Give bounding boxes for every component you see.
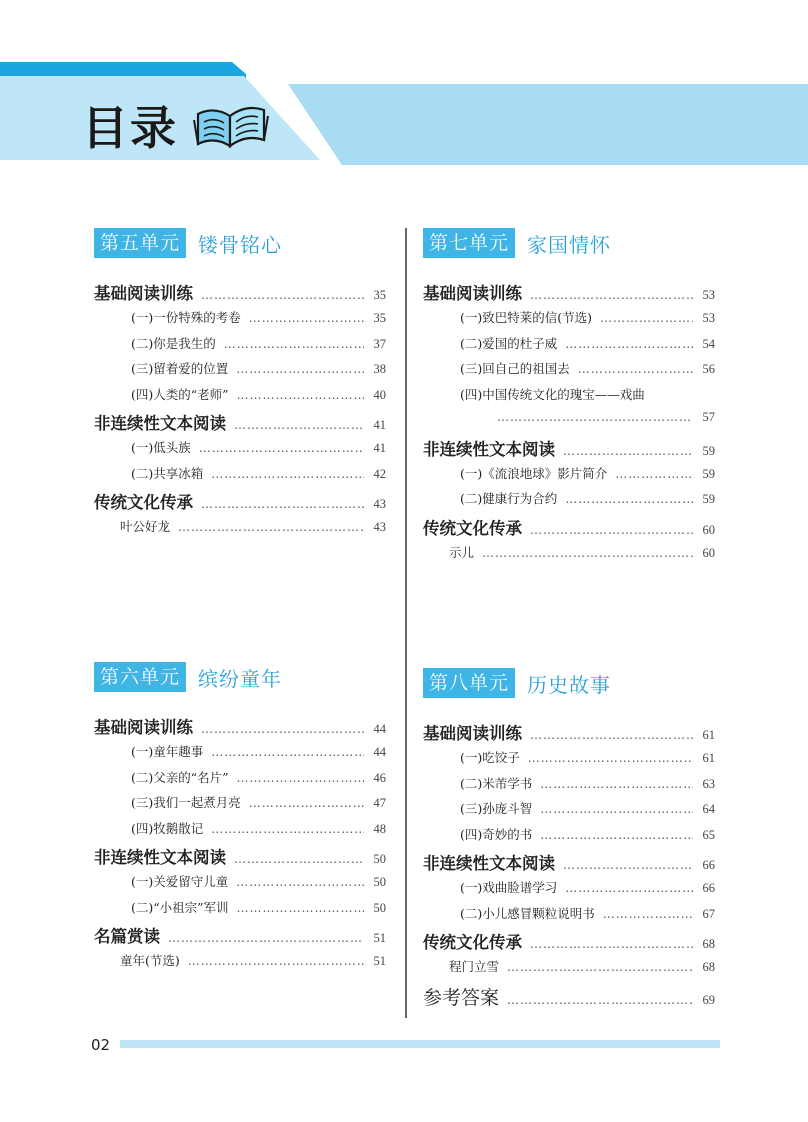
toc-entry-title: 叶公好龙	[120, 519, 171, 534]
unit-title: 历史故事	[527, 672, 612, 697]
dot-leader	[236, 362, 364, 376]
toc-entry-title: (一)吃饺子	[460, 750, 520, 765]
toc-list	[94, 714, 386, 977]
dot-leader	[237, 901, 364, 915]
column-divider	[405, 228, 407, 1018]
toc-section-entry[interactable]	[94, 844, 386, 872]
dot-leader	[168, 931, 364, 945]
toc-entry[interactable]	[423, 385, 715, 411]
toc-entry-title: (三)我们一起煮月亮	[131, 795, 241, 810]
toc-entry-title: (二)小儿感冒颗粒说明书	[460, 905, 595, 921]
toc-entry[interactable]	[94, 819, 386, 845]
dot-leader	[224, 337, 364, 351]
unit-title: 镂骨铭心	[198, 232, 283, 257]
unit-badge: 第八单元	[423, 668, 515, 698]
dot-leader	[600, 311, 693, 325]
toc-page-number: 44	[373, 722, 386, 736]
toc-entry[interactable]	[94, 742, 386, 768]
toc-entry-title: 基础阅读训练	[423, 284, 522, 303]
toc-entry[interactable]	[423, 308, 715, 334]
toc-page-number: 56	[702, 362, 715, 376]
toc-entry-title: 非连续性文本阅读	[423, 854, 555, 873]
dot-leader	[199, 441, 364, 455]
dot-leader	[563, 858, 693, 872]
toc-list	[423, 280, 715, 568]
toc-page-number: 37	[373, 336, 386, 351]
dot-leader	[249, 311, 364, 325]
unit-5	[94, 228, 386, 543]
toc-page-number: 46	[373, 770, 386, 785]
toc-entry-title: 基础阅读训练	[94, 284, 193, 303]
toc-page-number: 59	[702, 492, 715, 506]
toc-entry-title: 传统文化传承	[423, 518, 522, 538]
toc-page-number: 57	[702, 410, 715, 424]
toc-entry-title: 童年(节选)	[120, 953, 180, 968]
dot-leader	[615, 467, 693, 481]
toc-entry-title: 程门立雪	[449, 959, 500, 974]
dot-leader	[201, 497, 364, 511]
dot-leader	[236, 875, 364, 889]
header-accent-strip	[0, 62, 246, 78]
dot-leader	[530, 523, 693, 537]
toc-entry-title: (一)《流浪地球》影片简介	[460, 465, 608, 481]
toc-page-number: 50	[373, 875, 386, 889]
toc-page-number: 38	[373, 362, 386, 376]
toc-list	[94, 280, 386, 543]
toc-section-entry[interactable]	[423, 720, 715, 748]
dot-leader	[540, 802, 693, 816]
toc-entry-title: (一)戏曲脸谱学习	[460, 880, 558, 895]
toc-entry-title: 传统文化传承	[423, 933, 522, 952]
toc-page-number: 61	[702, 751, 715, 765]
page-number: 02	[91, 1036, 111, 1054]
toc-entry[interactable]	[423, 774, 715, 800]
toc-section-entry[interactable]	[94, 410, 386, 438]
toc-page-number: 51	[373, 954, 386, 968]
toc-entry[interactable]	[423, 489, 715, 515]
toc-page-number: 42	[373, 466, 386, 481]
dot-leader	[540, 777, 693, 791]
dot-leader	[188, 954, 364, 968]
dot-leader	[565, 881, 693, 895]
toc-entry-title: 名篇赏读	[94, 927, 160, 946]
toc-page-number: 66	[702, 858, 715, 872]
unit-header	[423, 228, 715, 258]
toc-entry-title: (一)致巴特莱的信(节选)	[460, 310, 593, 325]
toc-entry[interactable]	[423, 543, 715, 569]
dot-leader	[234, 418, 364, 432]
toc-entry-title: (四)奇妙的书	[460, 826, 533, 842]
unit-header	[423, 668, 715, 698]
toc-page-number: 41	[373, 418, 386, 432]
toc-page-number: 51	[373, 931, 386, 945]
toc-entry[interactable]	[94, 898, 386, 924]
toc-page-number: 66	[702, 881, 715, 895]
toc-page-number: 59	[702, 466, 715, 481]
unit-title: 家国情怀	[527, 232, 612, 257]
toc-section-entry[interactable]	[423, 850, 715, 878]
toc-page-number: 64	[702, 802, 715, 816]
unit-header	[94, 228, 386, 258]
toc-entry[interactable]	[423, 983, 715, 1017]
toc-entry[interactable]	[94, 308, 386, 334]
toc-entry-title: (二)爱国的杜子威	[460, 335, 558, 351]
toc-entry-title: 传统文化传承	[94, 493, 193, 512]
toc-entry-title: 基础阅读训练	[423, 724, 522, 743]
dot-leader	[211, 822, 364, 836]
dot-leader	[482, 546, 693, 560]
toc-page-number: 67	[702, 906, 715, 921]
toc-entry[interactable]	[94, 464, 386, 490]
dot-leader	[603, 907, 693, 921]
dot-leader	[565, 492, 693, 506]
toc-entry[interactable]	[423, 748, 715, 774]
unit-badge: 第五单元	[94, 228, 186, 258]
toc-section-entry[interactable]	[423, 280, 715, 308]
toc-page-number: 47	[373, 796, 386, 810]
toc-page-number: 44	[373, 745, 386, 759]
toc-section-entry[interactable]	[94, 923, 386, 951]
toc-entry-title: 示儿	[449, 544, 475, 560]
toc-page-number: 50	[373, 852, 386, 866]
toc-entry-title: 基础阅读训练	[94, 718, 193, 737]
toc-entry[interactable]	[423, 904, 715, 930]
dot-leader	[578, 362, 693, 376]
unit-title: 缤纷童年	[198, 666, 283, 691]
dot-leader	[237, 771, 364, 785]
toc-section-entry[interactable]	[94, 489, 386, 517]
toc-entry-title: (二)你是我生的	[131, 335, 216, 351]
dot-leader	[540, 828, 693, 842]
toc-entry-title: 非连续性文本阅读	[94, 414, 226, 433]
footer-bar	[120, 1040, 720, 1048]
toc-entry-title: (四)人类的“老师”	[131, 386, 229, 402]
toc-entry-title: (二)健康行为合约	[460, 491, 558, 506]
dot-leader	[497, 410, 693, 424]
toc-section-entry[interactable]	[423, 436, 715, 464]
toc-section-entry[interactable]	[94, 280, 386, 308]
dot-leader	[234, 852, 364, 866]
header-right-panel	[288, 84, 808, 165]
toc-page-number: 68	[702, 960, 715, 974]
toc-entry[interactable]	[423, 825, 715, 851]
toc-entry-title: (二)父亲的“名片”	[131, 769, 229, 785]
toc-entry-title: (一)童年趣事	[131, 744, 204, 759]
toc-page-number: 60	[702, 522, 715, 537]
dot-leader	[178, 520, 364, 534]
toc-section-entry[interactable]	[423, 515, 715, 543]
toc-entry-title: (一)关爱留守儿童	[131, 874, 229, 889]
toc-page-number: 61	[702, 728, 715, 742]
toc-entry-title: 非连续性文本阅读	[423, 439, 555, 459]
toc-entry[interactable]	[94, 517, 386, 543]
toc-section-entry[interactable]	[423, 929, 715, 957]
toc-entry[interactable]	[94, 385, 386, 411]
toc-list	[423, 720, 715, 1017]
toc-entry-title: 参考答案	[423, 986, 500, 1009]
unit-6	[94, 662, 386, 977]
toc-entry[interactable]	[94, 951, 386, 977]
toc-page-number: 53	[702, 311, 715, 325]
toc-page-number: 54	[702, 336, 715, 351]
page-title: 目录	[82, 101, 178, 155]
toc-page-number: 53	[702, 288, 715, 302]
toc-entry[interactable]	[423, 799, 715, 825]
toc-entry-title: (三)回自己的祖国去	[460, 361, 570, 376]
toc-page-number: 40	[373, 387, 386, 402]
toc-entry-title: (四)中国传统文化的瑰宝——戏曲	[460, 386, 645, 402]
toc-entry[interactable]	[423, 957, 715, 983]
unit-badge: 第六单元	[94, 662, 186, 692]
toc-page-number: 41	[373, 441, 386, 455]
toc-entry[interactable]	[423, 464, 715, 490]
dot-leader	[507, 960, 693, 974]
toc-page-number: 43	[373, 497, 386, 511]
toc-entry-title: (三)孙庞斗智	[460, 801, 533, 816]
toc-entry[interactable]	[94, 872, 386, 898]
toc-page-number: 59	[702, 443, 715, 458]
toc-entry-title: (二)米芾学书	[460, 775, 533, 791]
toc-entry[interactable]	[94, 793, 386, 819]
dot-leader	[201, 288, 364, 302]
toc-entry[interactable]	[94, 334, 386, 360]
toc-page-number: 35	[373, 288, 386, 302]
dot-leader	[565, 337, 693, 351]
toc-page-number: 43	[373, 520, 386, 534]
toc-entry[interactable]	[423, 334, 715, 360]
dot-leader	[563, 444, 693, 458]
dot-leader	[528, 751, 693, 765]
toc-entry[interactable]	[423, 878, 715, 904]
unit-8	[423, 668, 715, 1017]
dot-leader	[530, 728, 693, 742]
toc-entry-title: (一)一份特殊的考卷	[131, 310, 241, 325]
open-book-icon	[192, 100, 270, 150]
dot-leader	[237, 388, 364, 402]
toc-page-number: 63	[702, 776, 715, 791]
dot-leader	[249, 796, 364, 810]
toc-page-number: 48	[373, 821, 386, 836]
toc-entry-title: (二)“小祖宗”军训	[131, 899, 229, 915]
toc-entry[interactable]	[423, 359, 715, 385]
dot-leader	[211, 745, 364, 759]
page-title-group	[82, 92, 270, 158]
toc-entry[interactable]	[423, 410, 715, 436]
toc-page-number: 68	[702, 937, 715, 951]
toc-page-number: 69	[702, 992, 715, 1007]
toc-entry-title: (二)共享冰箱	[131, 465, 204, 481]
toc-entry[interactable]	[94, 359, 386, 385]
dot-leader	[201, 722, 364, 736]
toc-entry-title: (一)低头族	[131, 440, 191, 455]
toc-page-number: 60	[702, 545, 715, 560]
unit-header	[94, 662, 386, 692]
toc-section-entry[interactable]	[94, 714, 386, 742]
toc-entry[interactable]	[94, 438, 386, 464]
dot-leader	[530, 937, 693, 951]
unit-7	[423, 228, 715, 568]
toc-page-number: 65	[702, 827, 715, 842]
unit-badge: 第七单元	[423, 228, 515, 258]
toc-entry-title: (三)留着爱的位置	[131, 361, 229, 376]
dot-leader	[211, 467, 364, 481]
dot-leader	[530, 288, 693, 302]
toc-page-number: 35	[373, 311, 386, 325]
toc-entry-title: 非连续性文本阅读	[94, 848, 226, 867]
toc-entry-title: (四)牧鹅散记	[131, 820, 204, 836]
toc-page-number: 50	[373, 900, 386, 915]
toc-entry[interactable]	[94, 768, 386, 794]
dot-leader	[507, 993, 693, 1007]
